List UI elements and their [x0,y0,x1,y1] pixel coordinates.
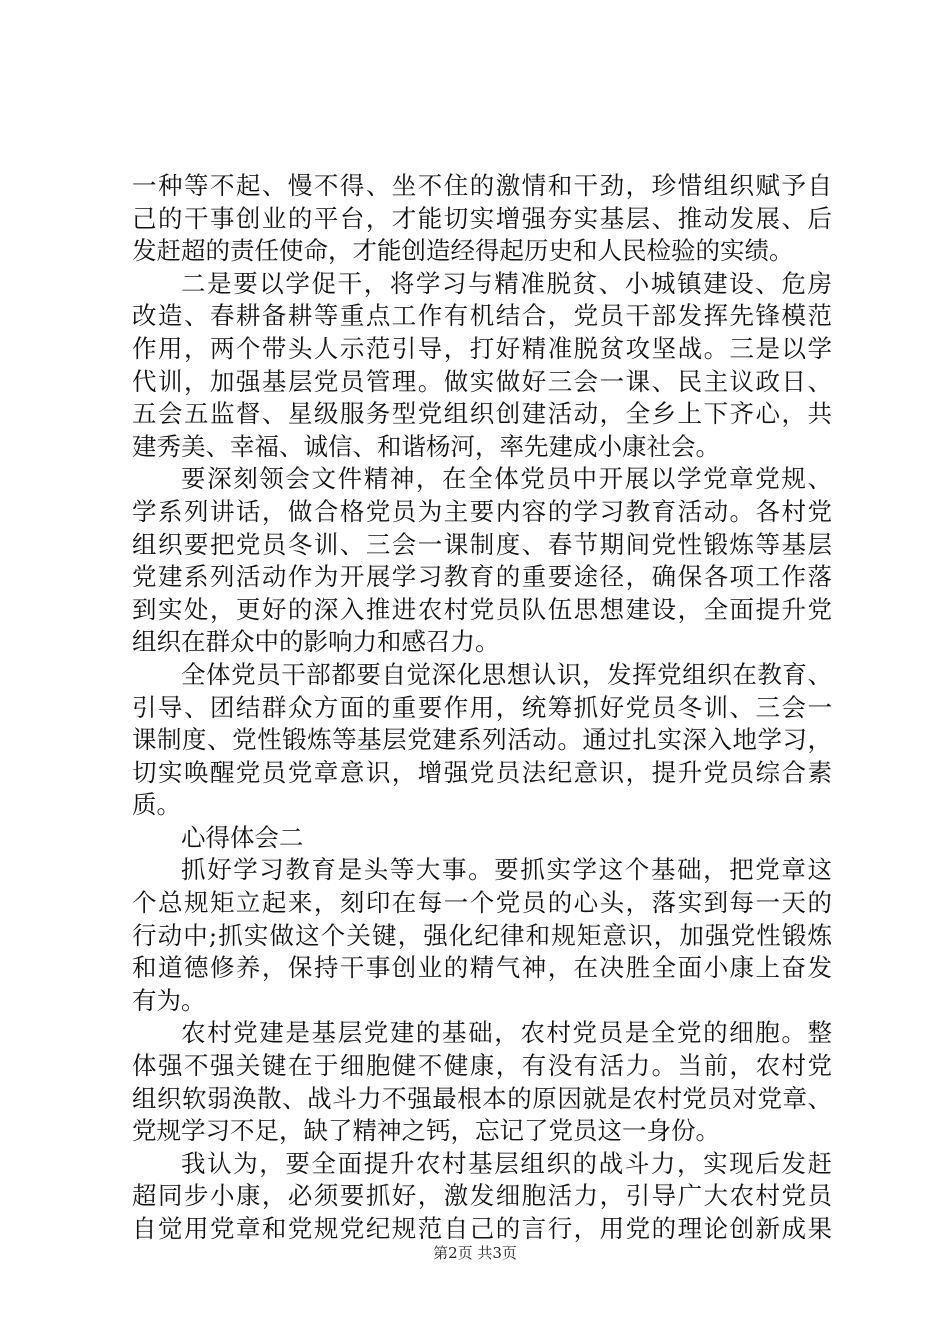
text-line: 发赶超的责任使命，才能创造经得起历史和人民检验的实绩。 [132,236,794,266]
document-body [132,170,832,1246]
text-line: 和道德修养，保持干事创业的精气神，在决胜全面小康上奋发 [132,953,832,983]
text-line: 质。 [132,790,181,820]
text-line: 作用，两个带头人示范引导，打好精准脱贫攻坚战。三是以学 [132,333,832,363]
text-line: 自觉用党章和党规党纪规范自己的言行，用党的理论创新成果 [132,1214,832,1243]
text-line: 学系列讲话，做合格党员为主要内容的学习教育活动。各村党 [132,496,832,526]
text-line: 组织软弱涣散、战斗力不强最根本的原因就是农村党员对党章、 [132,1083,832,1113]
text-line: 有为。 [132,985,206,1015]
text-line: 到实处，更好的深入推进农村党员队伍思想建设，全面提升党 [132,594,832,624]
text-line: 要深刻领会文件精神，在全体党员中开展以学党章党规、 [181,464,832,494]
text-line: 个总规矩立起来，刻印在每一个党员的心头，落实到每一天的 [132,888,832,918]
text-line: 建秀美、幸福、诚信、和谐杨河，率先建成小康社会。 [132,431,720,461]
text-line: 农村党建是基层党建的基础，农村党员是全党的细胞。整 [181,1018,832,1048]
text-line: 党建系列活动作为开展学习教育的重要途径，确保各项工作落 [132,562,832,592]
text-line: 二是要以学促干，将学习与精准脱贫、小城镇建设、危房 [181,268,832,298]
text-line: 组织要把党员冬训、三会一课制度、春节期间党性锻炼等基层 [132,529,832,559]
text-line: 体强不强关键在于细胞健不健康，有没有活力。当前，农村党 [132,1051,832,1081]
text-line: 超同步小康，必须要抓好，激发细胞活力，引导广大农村党员 [132,1181,832,1211]
text-line: 党规学习不足，缺了精神之钙，忘记了党员这一身份。 [132,1116,720,1146]
text-line: 课制度、党性锻炼等基层党建系列活动。通过扎实深入地学习， [132,725,832,755]
text-line: 改造、春耕备耕等重点工作有机结合，党员干部发挥先锋模范 [132,301,832,331]
text-line: 我认为，要全面提升农村基层组织的战斗力，实现后发赶 [181,1148,832,1178]
text-line: 全体党员干部都要自觉深化思想认识，发挥党组织在教育、 [181,659,832,689]
text-line: 代训，加强基层党员管理。做实做好三会一课、民主议政日、 [132,366,832,396]
text-line: 抓好学习教育是头等大事。要抓实学这个基础，把党章这 [181,855,832,885]
section-heading: 心得体会二 [181,822,304,852]
text-line: 切实唤醒党员党章意识，增强党员法纪意识，提升党员综合素 [132,757,832,787]
text-line: 组织在群众中的影响力和感召力。 [132,627,500,657]
text-line: 五会五监督、星级服务型党组织创建活动，全乡上下齐心，共 [132,399,832,429]
text-line: 行动中;抓实做这个关键，强化纪律和规矩意识，加强党性锻炼 [132,920,832,950]
page-footer: 第2页 共3页 [433,1244,517,1262]
text-line: 一种等不起、慢不得、坐不住的激情和干劲，珍惜组织赋予自 [132,171,832,200]
text-line: 引导、团结群众方面的重要作用，统筹抓好党员冬训、三会一 [132,692,832,722]
text-line: 己的干事创业的平台，才能切实增强夯实基层、推动发展、后 [132,203,832,233]
